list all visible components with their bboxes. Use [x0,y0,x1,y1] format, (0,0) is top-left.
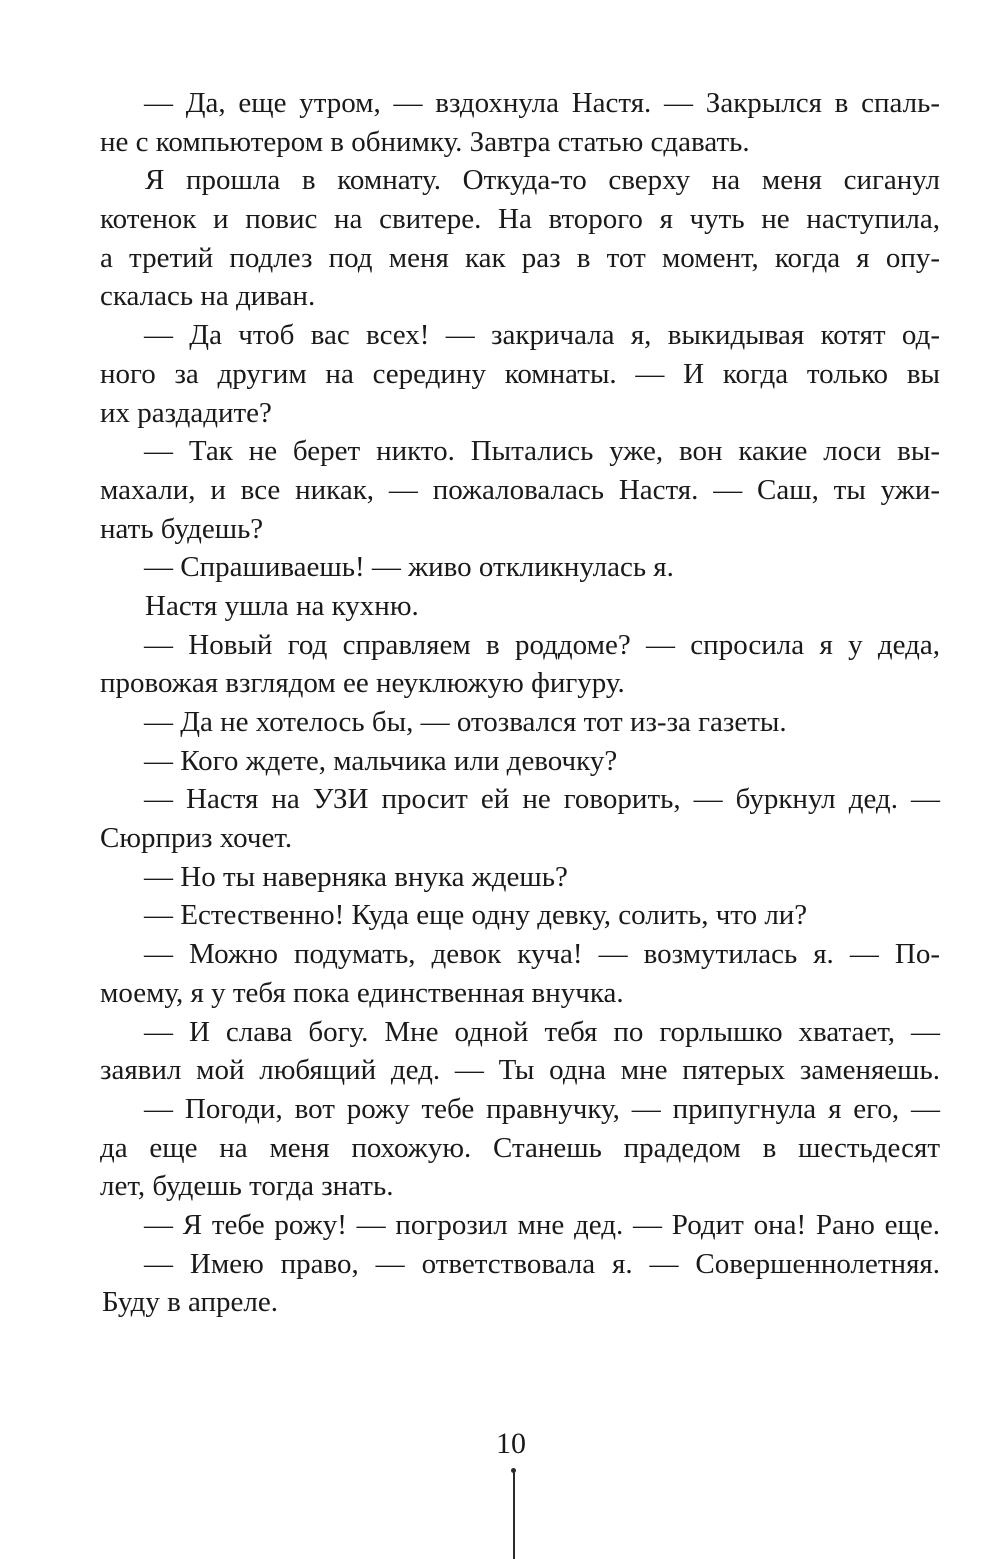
text-line: ного за другим на середину комнаты. — И когда только вы [100,357,940,390]
text-line: — Кого ждете, мальчика или девочку? [144,744,618,777]
text-line: — Погоди, вот рожу тебе правнучку, — припугнула я его, — [144,1092,940,1125]
text-line: — Да, еще утром, — вздохнула Настя. — Закрылся в спаль- [144,87,940,119]
text-line: — Новый год справляем в роддоме? — спросила я у деда, [144,628,940,661]
text-line: скалась на диван. [100,280,316,313]
text-line: да еще на меня похожую. Станешь прадедом в шестьдесят [100,1131,940,1164]
text-line: — Да чтоб вас всех! — закричала я, выкидывая котят од- [144,319,940,352]
page-number: 10 [496,1427,526,1460]
text-line: нать будешь? [100,512,264,545]
folio-ornament-rule [513,1471,515,1559]
text-line: — Но ты наверняка внука ждешь? [144,860,568,893]
text-line: — Настя на УЗИ просит ей не говорить, — буркнул дед. — [144,783,940,816]
text-line: — Спрашиваешь! — живо откликнулась я. [144,551,674,584]
text-line: лет, будешь тогда знать. [100,1170,394,1203]
body-text [100,84,940,1322]
text-line: — Имею право, — ответствовала я. — Совершеннолетняя. [144,1247,940,1280]
text-line: — Можно подумать, девок куча! — возмутилась я. — По- [144,938,940,971]
text-line: заявил мой любящий дед. — Ты одна мне пятерых заменяешь. [100,1054,940,1087]
text-line: — И слава богу. Мне одной тебя по горлышко хватает, — [144,1015,940,1048]
text-line: их раздадите? [100,396,272,429]
text-line: провожая взглядом ее неуклюжую фигуру. [100,667,625,700]
text-line: Настя ушла на кухню. [145,589,419,622]
text-line: а третий подлез под меня как раз в тот момент, когда я опу- [100,241,940,274]
text-line: — Естественно! Куда еще одну девку, солить, что ли? [144,899,808,932]
text-line: — Так не берет никто. Пытались уже, вон какие лоси вы- [144,435,940,468]
text-line: — Я тебе рожу! — погрозил мне дед. — Родит она! Рано еще. [144,1208,940,1241]
text-line: махали, и все никак, — пожаловалась Настя. — Саш, ты ужи- [100,473,940,506]
text-line: — Да не хотелось бы, — отозвался тот из-за газеты. [144,706,787,738]
text-line: не с компьютером в обнимку. Завтра статью сдавать. [100,125,750,158]
text-line: Я прошла в комнату. Откуда-то сверху на меня сиганул [145,164,940,197]
text-line: Буду в апреле. [102,1286,279,1319]
text-line: котенок и повис на свитере. На второго я чуть не наступила, [100,203,940,236]
text-line: моему, я у тебя пока единственная внучка. [100,976,624,1009]
text-line: Сюрприз хочет. [100,822,293,855]
